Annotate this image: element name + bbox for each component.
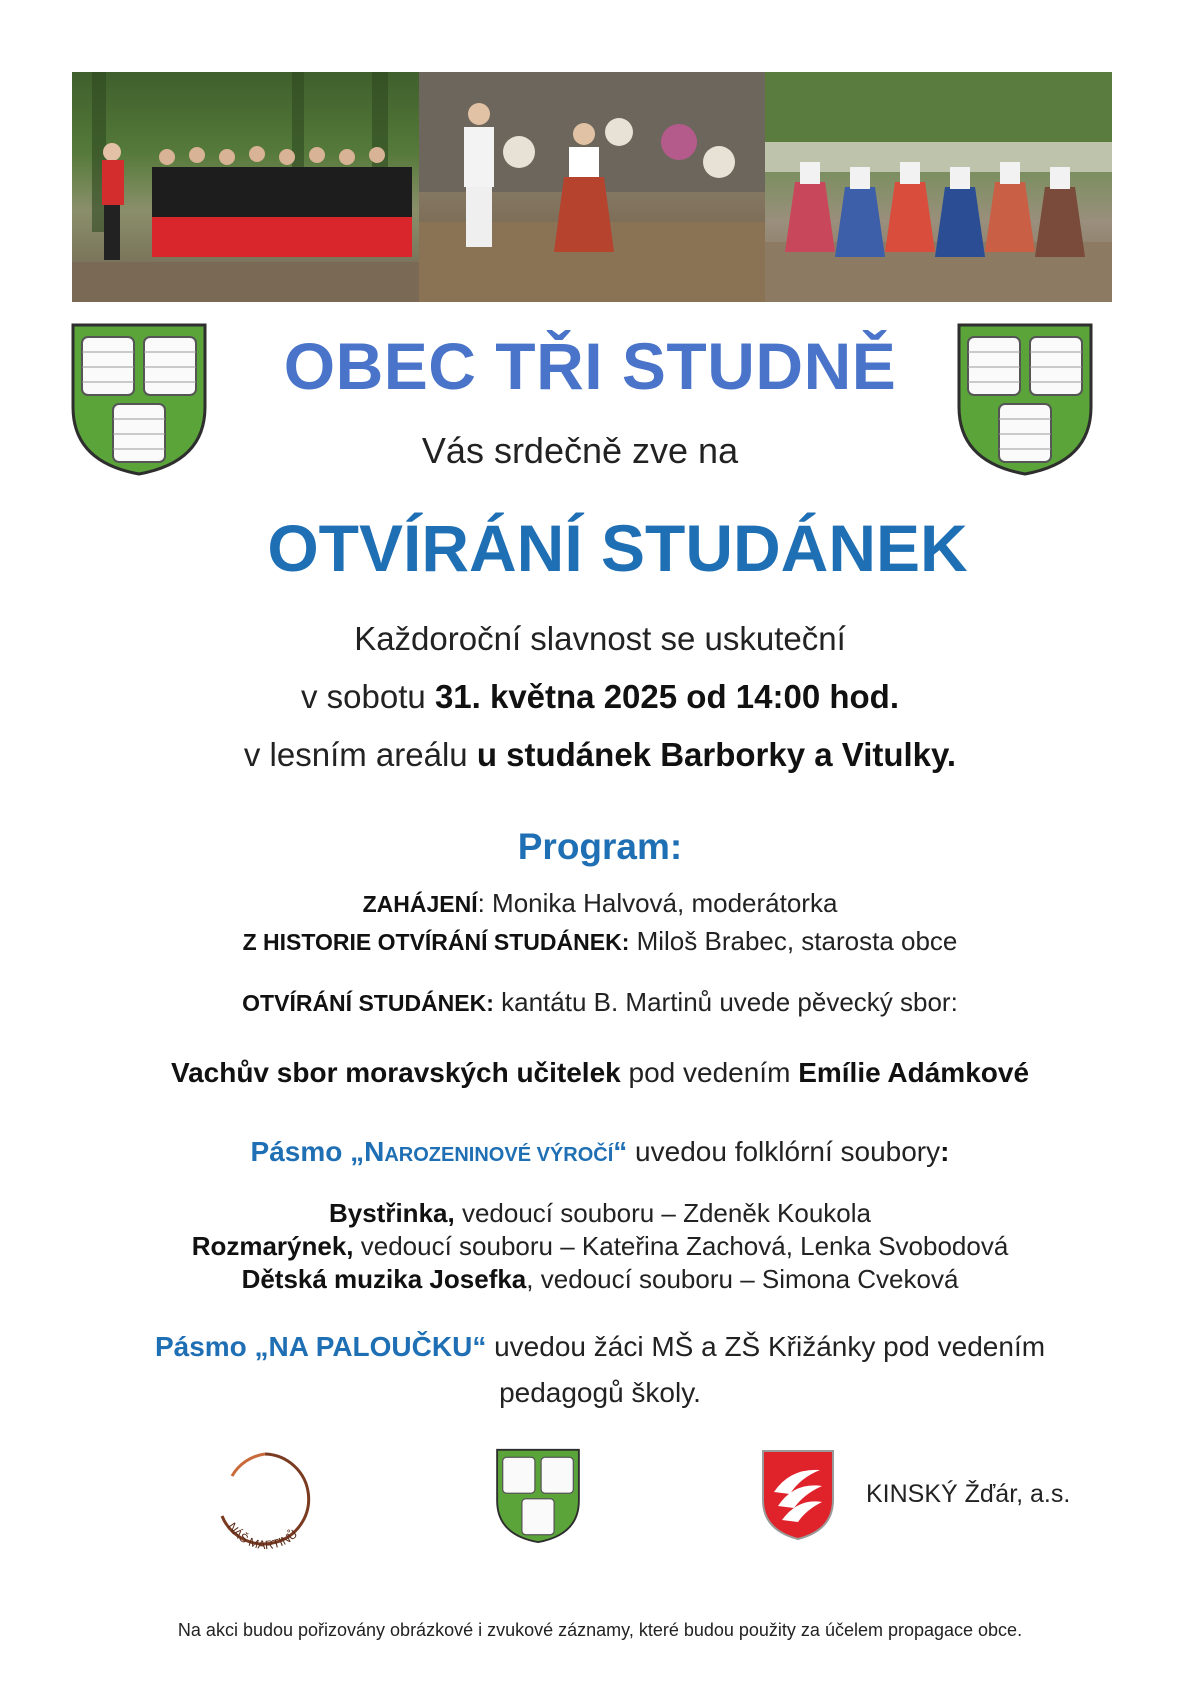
ensemble-leader: vedoucí souboru – Zdeněk Koukola <box>454 1198 871 1228</box>
details-line-3 <box>0 736 1190 774</box>
details-line-1: Každoroční slavnost se uskuteční <box>354 620 846 657</box>
event-location: u studánek Barborky a Vitulky. <box>476 736 957 773</box>
kinsky-name: KINSKÝ Žďár, a.s. <box>866 1480 1071 1508</box>
pasmo-1-first-letter: N <box>364 1136 385 1167</box>
coat-of-arms-small-icon <box>495 1448 581 1549</box>
springs-label: OTVÍRÁNÍ STUDÁNEK: <box>242 990 494 1016</box>
invite-text: Vás srdečně zve na <box>421 430 739 471</box>
pasmo-1-line <box>0 1136 1190 1168</box>
springs-text: kantátu B. Martinů uvede pěvecký sbor: <box>493 987 958 1017</box>
location-prefix: v lesním areálu <box>243 736 477 773</box>
choir-line <box>0 1057 1190 1089</box>
kinsky-crest-icon <box>760 1448 836 1547</box>
pasmo-2-line-2: pedagogů školy. <box>499 1377 701 1408</box>
program-opening <box>0 888 1190 919</box>
photo-strip <box>72 72 1112 302</box>
event-title: OTVÍRÁNÍ STUDÁNEK <box>267 511 968 585</box>
choir-leader: Emílie Adámkové <box>798 1057 1030 1088</box>
ensemble-name: Dětská muzika Josefka <box>241 1264 527 1294</box>
ensemble-2 <box>0 1231 1190 1262</box>
ensemble-name: Bystřinka, <box>328 1198 455 1228</box>
ensemble-1 <box>0 1198 1190 1229</box>
event-date: 31. května 2025 od 14:00 hod. <box>434 678 899 715</box>
ensemble-name: Rozmarýnek, <box>191 1231 354 1261</box>
opening-text: : Monika Halvová, moderátorka <box>477 888 838 918</box>
pasmo-2-text: uvedou žáci MŠ a ZŠ Křižánky pod vedením <box>486 1331 1046 1362</box>
footer-note: Na akci budou pořizovány obrázkové i zvukové záznamy, které budou použity za účelem propagace obce. <box>177 1620 1023 1640</box>
ensemble-leader: , vedoucí souboru – Simona Cveková <box>526 1264 959 1294</box>
program-springs <box>0 987 1190 1018</box>
pasmo-2-line <box>0 1331 1190 1363</box>
pasmo-2-label: Pásmo „NA PALOUČKU“ <box>154 1331 487 1362</box>
choir-mid: pod vedením <box>620 1057 799 1088</box>
ensemble-3 <box>0 1264 1190 1295</box>
folk-dancers-photo <box>419 72 766 302</box>
pasmo-1-text: uvedou folklórní soubory <box>627 1136 941 1167</box>
municipality-title: OBEC TŘI STUDNĚ <box>283 329 897 403</box>
nas-martinu-logo <box>210 1446 320 1561</box>
ensemble-leader: vedoucí souboru – Kateřina Zachová, Lenka Svobodová <box>353 1231 1009 1261</box>
folk-dance-circle-photo <box>765 72 1112 302</box>
opening-label: ZAHÁJENÍ <box>362 891 478 917</box>
program-heading: Program: <box>517 826 683 867</box>
martinu-logo-text: NÁŠ MARTINŮ <box>224 1520 301 1553</box>
history-label: Z HISTORIE OTVÍRÁNÍ STUDÁNEK: <box>242 929 630 955</box>
date-prefix: v sobotu <box>301 678 435 715</box>
pasmo-1-close-quote: “ <box>613 1136 628 1167</box>
choir-name: Vachův sbor moravských učitelek <box>170 1057 621 1088</box>
program-history <box>0 926 1190 957</box>
choir-photo <box>72 72 419 302</box>
pasmo-1-colon: : <box>940 1136 950 1167</box>
pasmo-1-title: AROZENINOVÉ VÝROČÍ <box>384 1144 614 1166</box>
pasmo-1-prefix: Pásmo „ <box>250 1136 365 1167</box>
history-text: Miloš Brabec, starosta obce <box>629 926 958 956</box>
details-line-2 <box>0 678 1190 716</box>
svg-text:NÁŠ MARTINŮ <box>225 1520 300 1552</box>
